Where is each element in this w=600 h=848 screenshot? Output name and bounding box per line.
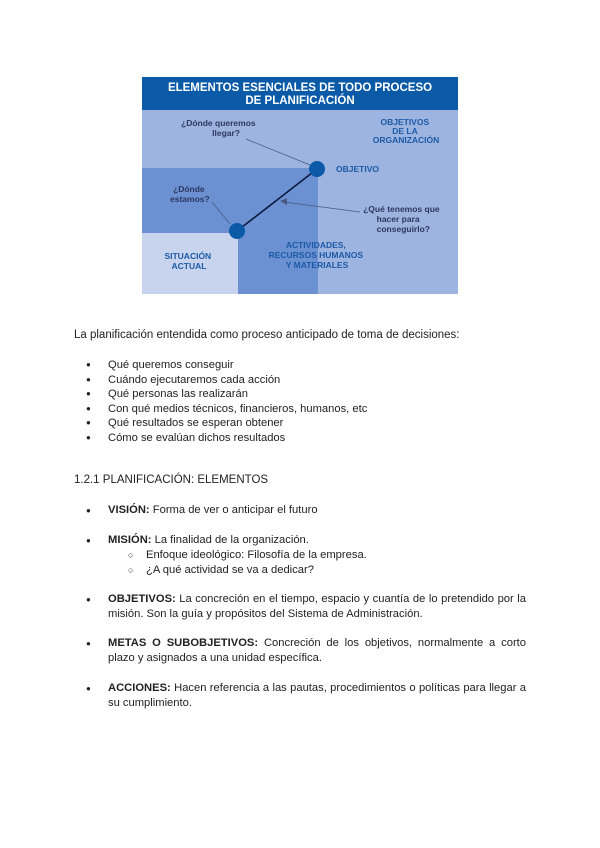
desc-mision: La finalidad de la organización. [151,534,309,546]
bullet-dot: ● [86,506,91,515]
section-heading: 1.2.1 PLANIFICACIÓN: ELEMENTOS [74,474,269,486]
element-mision [86,533,526,578]
label-donde-estamos: ¿Dónde estamos? [170,184,210,204]
desc-metas: Concreción de los objetivos, normalmente a corto plazo y asignados a una unidad específica. [108,637,526,664]
sub-item: ○ ¿A qué actividad se va a dedicar? [128,563,526,578]
planning-diagram [142,77,458,294]
term-objetivos: OBJETIVOS: [108,593,176,605]
diagram-title-line1: ELEMENTOS ESENCIALES DE TODO PROCESO [167,82,433,94]
label-objetivo: OBJETIVO [336,164,379,174]
list-item: ● Cómo se evalúan dichos resultados [86,431,367,446]
desc-vision: Forma de ver o anticipar el futuro [149,504,318,516]
list-item: ● Cuándo ejecutaremos cada acción [86,373,367,388]
term-vision: VISIÓN: [108,504,150,516]
bullet-dot: ● [86,536,91,545]
label-situacion-actual: SITUACIÓN ACTUAL [164,251,212,271]
list-item: ● Con qué medios técnicos, financieros, humanos, etc [86,402,367,417]
label-actividades: ACTIVIDADES, RECURSOS HUMANOS Y MATERIALES [268,240,364,270]
planning-questions-list [86,358,367,446]
element-metas [86,636,526,666]
bullet-dot: ● [86,639,91,648]
term-metas: METAS O SUBOBJETIVOS: [108,637,259,649]
desc-acciones: Hacen referencia a las pautas, procedimientos o políticas para llegar a su cumplimiento. [108,682,526,709]
list-item: ● Qué resultados se esperan obtener [86,416,367,431]
bullet-dot: ● [86,595,91,604]
sub-item: ○ Enfoque ideológico: Filosofía de la empresa. [128,548,526,563]
term-mision: MISIÓN: [108,534,152,546]
intro-paragraph: La planificación entendida como proceso anticipado de toma de decisiones: [74,329,460,341]
objetivo-dot [309,161,325,177]
desc-objetivos: La concreción en el tiempo, espacio y cuantía de lo pretendido por la misión. Son la guía y propósitos del Sistema de Administración. [108,593,526,620]
situacion-dot [229,223,245,239]
diagram-title-line2: DE PLANIFICACIÓN [245,95,355,107]
element-vision [86,503,526,518]
element-acciones [86,681,526,711]
list-item: ● Qué queremos conseguir [86,358,367,373]
list-item: ● Qué personas las realizarán [86,387,367,402]
term-acciones: ACCIONES: [108,682,171,694]
bullet-dot: ● [86,684,91,693]
label-objetivos-org: OBJETIVOS DE LA ORGANIZACIÓN [372,117,440,145]
element-objetivos [86,592,526,622]
label-que-tenemos: ¿Qué tenemos que hacer para conseguirlo? [363,204,440,234]
label-donde-queremos: ¿Dónde queremos llegar? [181,118,256,138]
